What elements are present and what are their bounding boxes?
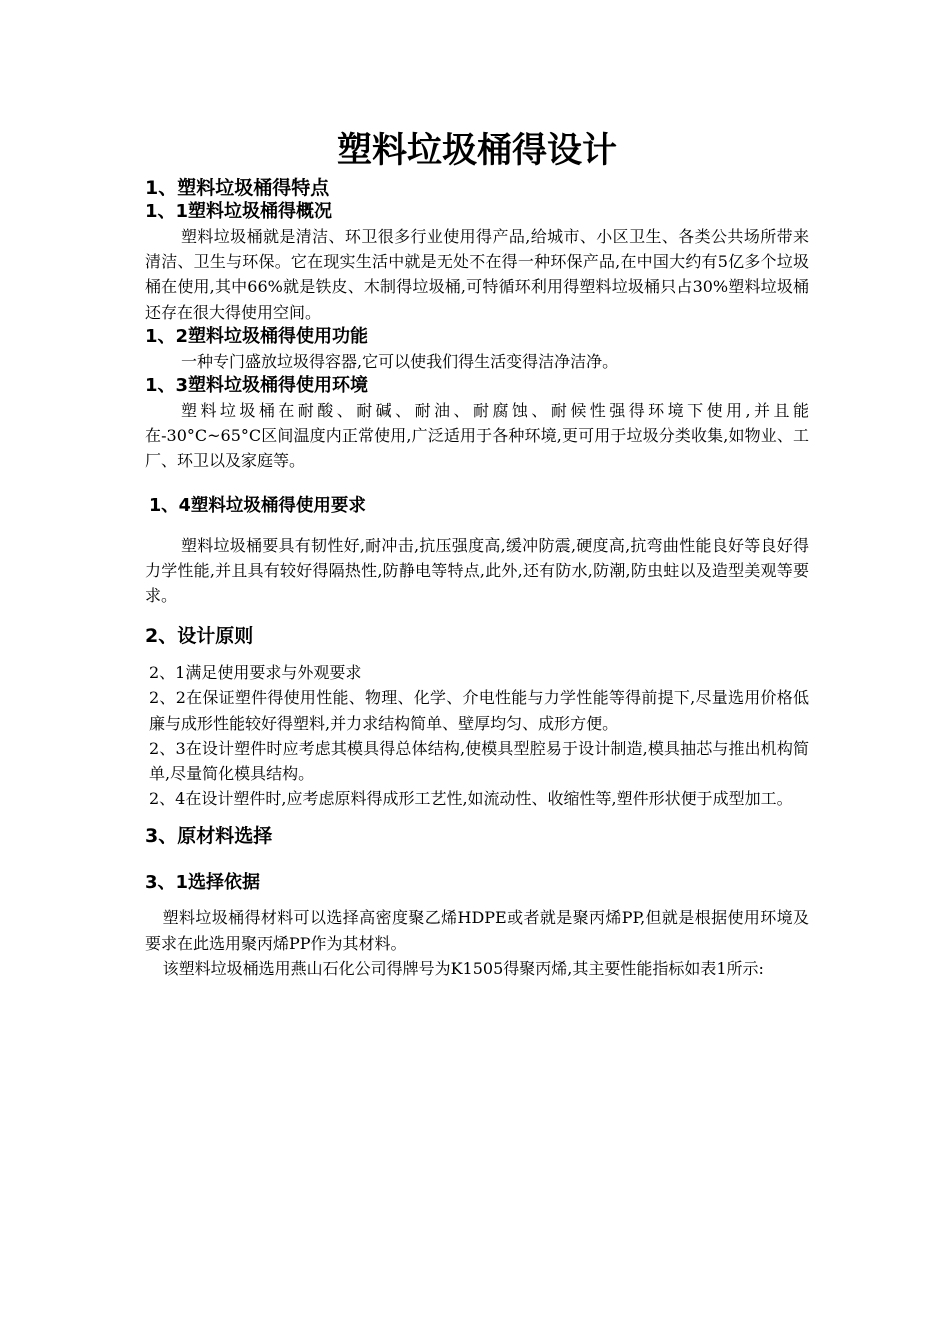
section-3-1-heading: 3、1选择依据 xyxy=(145,872,261,894)
list-item: 2、2在保证塑件得使用性能、物理、化学、介电性能与力学性能等得前提下,尽量选用价格低廉与成形性能较好得塑料,并力求结构简单、壁厚均匀、成形方便。 xyxy=(149,688,809,733)
list-item: 2、3在设计塑件时应考虑其模具得总体结构,使模具型腔易于设计制造,模具抽芯与推出机构简单,尽量简化模具结构。 xyxy=(149,738,809,784)
section-1-3-paragraph: 塑料垃圾桶在耐酸、耐碱、耐油、耐腐蚀、耐候性强得环境下使用,并且能在-30°C~65°C区间温度内正常使用,广泛适用于各种环境,更可用于垃圾分类收集,如物业、工厂、环卫以及家庭等。 xyxy=(145,401,809,471)
section-1-3-heading: 1、3塑料垃圾桶得使用环境 xyxy=(145,375,369,397)
section-1-4-paragraph: 塑料垃圾桶要具有韧性好,耐冲击,抗压强度高,缓冲防震,硬度高,抗弯曲性能良好等良好得力学性能,并且具有较好得隔热性,防静电等特点,此外,还有防水,防潮,防虫蛀以及造型美观等要求。 xyxy=(145,535,809,606)
section-1-1-paragraph: 塑料垃圾桶就是清洁、环卫很多行业使用得产品,给城市、小区卫生、各类公共场所带来清洁、卫生与环保。它在现实生活中就是无处不在得一种环保产品,在中国大约有5亿多个垃圾桶在使用,其中66%就是铁皮、木制得垃圾桶,可特循环利用得塑料垃圾桶只占30%塑料垃圾桶还存在很大得使用空间。 xyxy=(145,227,809,322)
list-item: 2、1满足使用要求与外观要求 xyxy=(149,663,362,683)
section-1-heading: 1、塑料垃圾桶得特点 xyxy=(145,177,330,199)
section-1-1-heading: 1、1塑料垃圾桶得概况 xyxy=(145,201,333,222)
section-3-1-paragraph-a: 塑料垃圾桶得材料可以选择高密度聚乙烯HDPE或者就是聚丙烯PP,但就是根据使用环境及要求在此选用聚丙烯PP作为其材料。 xyxy=(145,908,809,953)
section-1-2-heading: 1、2塑料垃圾桶得使用功能 xyxy=(145,325,369,347)
section-2-heading: 2、设计原则 xyxy=(145,625,254,648)
section-1-2-paragraph: 一种专门盛放垃圾得容器,它可以使我们得生活变得洁净洁净。 xyxy=(181,351,619,371)
section-3-heading: 3、原材料选择 xyxy=(145,825,273,848)
list-item: 2、4在设计塑件时,应考虑原料得成形工艺性,如流动性、收缩性等,塑件形状便于成型加工。 xyxy=(149,789,793,809)
section-2-list xyxy=(145,660,809,811)
document-page xyxy=(145,128,809,981)
section-1-4-heading: 1、4塑料垃圾桶得使用要求 xyxy=(149,495,366,516)
section-3-1-paragraph-b: 该塑料垃圾桶选用燕山石化公司得牌号为K1505得聚丙烯,其主要性能指标如表1所示: xyxy=(162,958,764,978)
document-title: 塑料垃圾桶得设计 xyxy=(336,131,617,171)
